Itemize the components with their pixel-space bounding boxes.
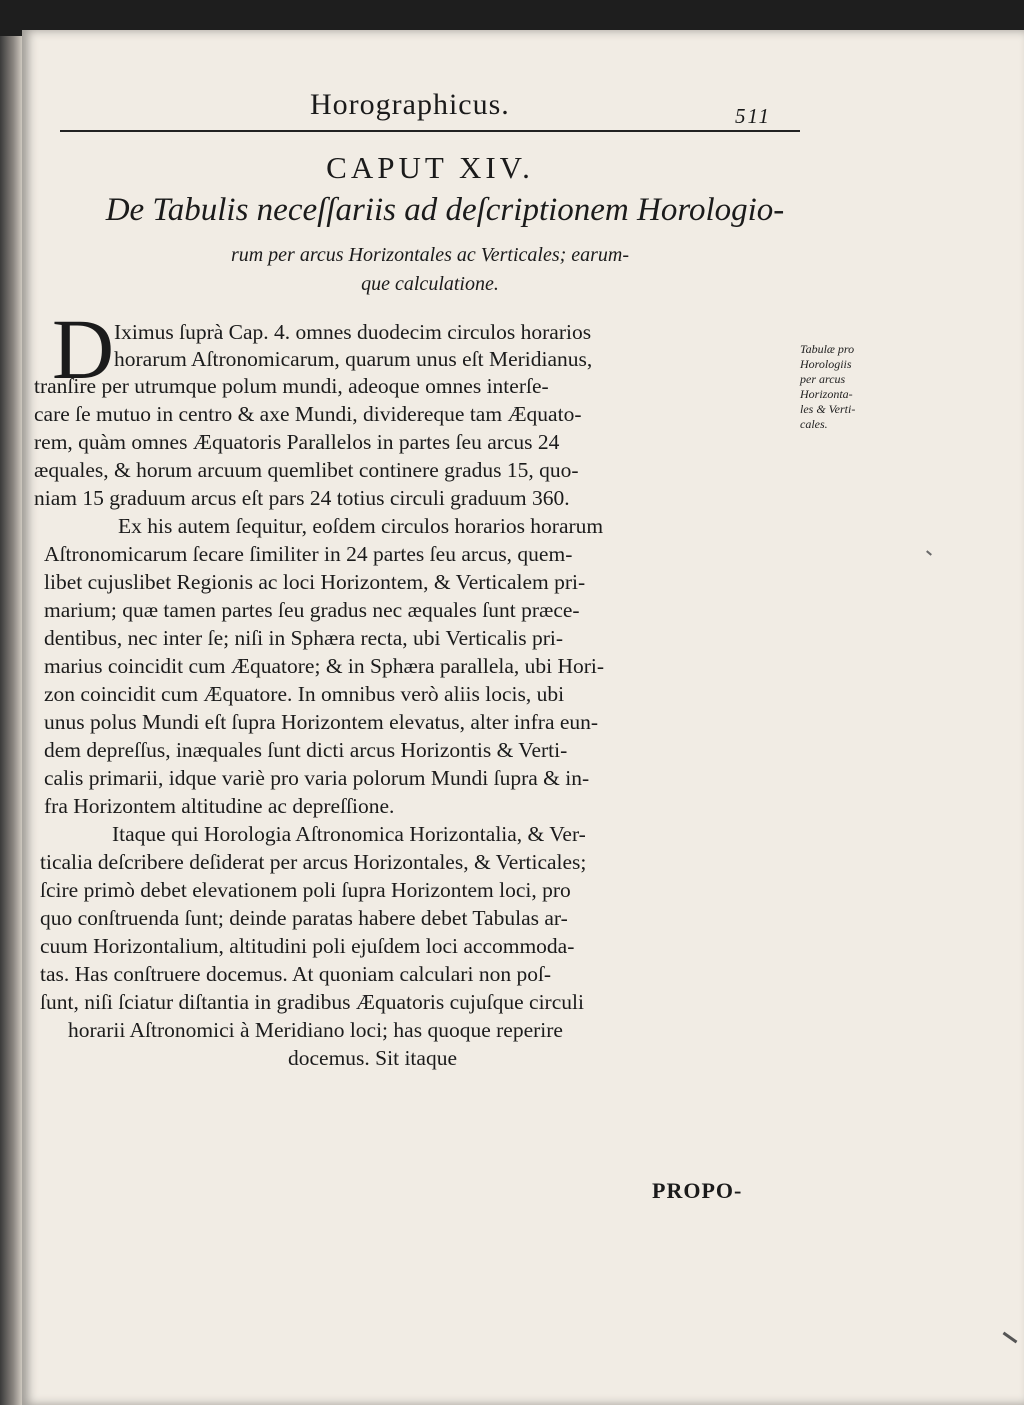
text-line-6: æquales, & horum arcuum quemlibet continere gradus 15, quo- [34, 458, 579, 482]
text-line-23: cuum Horizontalium, altitudini poli ejuſdem loci accommoda- [40, 934, 575, 958]
text-line-26: horarii Aſtronomici à Meridiano loci; has quoque reperire [68, 1018, 563, 1042]
text-line-24: tas. Has conſtruere docemus. At quoniam calculari non poſ- [40, 962, 552, 986]
text-line-16: dem depreſſus, inæquales ſunt dicti arcus Horizontis & Verti- [44, 738, 568, 762]
text-line-9: Aſtronomicarum ſecare ſimiliter in 24 partes ſeu arcus, quem- [44, 542, 573, 566]
marginal-note-line-3: per arcus [800, 372, 846, 386]
marginal-note-line-4: Horizonta- [800, 387, 853, 401]
text-line-8: Ex his autem ſequitur, eoſdem circulos horarios horarum [118, 514, 604, 538]
drop-cap: D [52, 301, 115, 397]
text-line-3: tranſire per utrumque polum mundi, adeoque omnes interſe- [34, 374, 549, 398]
text-line-25: ſunt, niſi ſciatur diſtantia in gradibus Æquatoris cujuſque circuli [40, 990, 584, 1014]
text-line-2: horarum Aſtronomicarum, quarum unus eſt Meridianus, [114, 347, 593, 371]
text-line-21: ſcire primò debet elevationem poli ſupra Horizontem loci, pro [40, 878, 571, 902]
marginal-note-line-1: Tabulæ pro [800, 342, 855, 356]
text-line-15: unus polus Mundi eſt ſupra Horizontem elevatus, alter infra eun- [44, 710, 599, 734]
marginal-note-line-2: Horologiis [800, 357, 852, 371]
chapter-subtitle-line-3: que calculatione. [361, 273, 499, 295]
text-line-12: dentibus, nec inter ſe; niſi in Sphæra recta, ubi Verticalis pri- [44, 626, 564, 650]
text-line-20: ticalia deſcribere deſiderat per arcus Horizontales, & Verticales; [40, 850, 587, 874]
text-line-5: rem, quàm omnes Æquatoris Parallelos in partes ſeu arcus 24 [34, 430, 560, 454]
text-line-7: niam 15 graduum arcus eſt pars 24 totius circuli graduum 360. [34, 486, 570, 510]
text-line-4: care ſe mutuo in centro & axe Mundi, dividereque tam Æquato- [34, 402, 582, 426]
header-rule [60, 130, 800, 132]
text-line-1: Iximus ſuprà Cap. 4. omnes duodecim circulos horarios [114, 320, 592, 344]
text-line-11: marium; quæ tamen partes ſeu gradus nec æquales ſunt præce- [44, 598, 580, 622]
text-line-17: calis primarii, idque variè pro varia polorum Mundi ſupra & in- [44, 766, 590, 790]
marginal-note-line-5: les & Verti- [800, 402, 856, 416]
text-line-22: quo conſtruenda ſunt; deinde paratas habere debet Tabulas ar- [40, 906, 568, 930]
page-gutter-edge [0, 36, 22, 1405]
chapter-title: CAPUT XIV. [326, 150, 534, 185]
chapter-subtitle-line-1: De Tabulis neceſſariis ad deſcriptionem Horologio- [105, 192, 785, 228]
text-line-18: fra Horizontem altitudine ac depreſſione. [44, 794, 395, 818]
page-number: 511 [735, 104, 771, 128]
marginal-note [800, 342, 900, 432]
text-line-14: zon coincidit cum Æquatore. In omnibus verò aliis locis, ubi [44, 682, 565, 706]
text-line-19: Itaque qui Horologia Aſtronomica Horizontalia, & Ver- [112, 822, 586, 846]
marginal-note-line-6: cales. [800, 417, 828, 431]
text-line-27: docemus. Sit itaque [288, 1046, 457, 1070]
page-header [60, 62, 800, 128]
text-line-13: marius coincidit cum Æquatore; & in Sphæra parallela, ubi Hori- [44, 654, 605, 678]
chapter-subtitle-line-2: rum per arcus Horizontales ac Verticales; earum- [230, 244, 630, 266]
running-head: Horographicus. [310, 88, 510, 121]
catchword: PROPO- [652, 1178, 743, 1203]
text-line-10: libet cujuslibet Regionis ac loci Horizontem, & Verticalem pri- [44, 570, 586, 594]
